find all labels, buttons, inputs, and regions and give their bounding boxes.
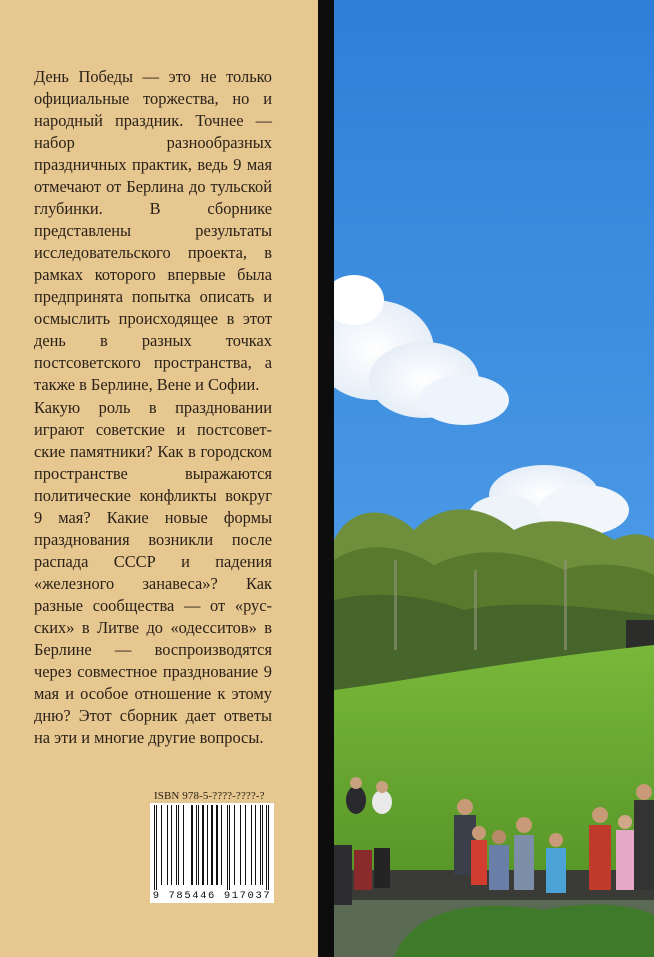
isbn-label: ISBN 978-5-????-????-?: [154, 790, 265, 802]
barcode-bars: [150, 803, 274, 891]
blurb-text: [34, 66, 272, 749]
barcode-bar: [262, 805, 263, 885]
barcode-bar: [245, 805, 246, 885]
back-cover-panel: [0, 0, 318, 957]
barcode-bar: [251, 805, 252, 885]
photo-illustration: [334, 0, 654, 957]
barcode-bar: [161, 805, 162, 885]
barcode-bar: [234, 805, 235, 885]
barcode-bar: [229, 805, 230, 891]
barcode-bar: [266, 805, 267, 891]
barcode: [150, 803, 274, 903]
cover-photo: [334, 0, 654, 957]
barcode-bar: [202, 805, 204, 885]
barcode-bar: [227, 805, 228, 891]
barcode-bar: [255, 805, 256, 885]
barcode-bar: [198, 805, 199, 885]
barcode-bar: [191, 805, 193, 885]
barcode-bar: [183, 805, 184, 885]
barcode-bar: [171, 805, 172, 885]
barcode-bar: [260, 805, 261, 885]
barcode-bar: [240, 805, 241, 885]
blurb-paragraph-1: День Победы — это не только официальные торжества, но и народный праздник. Точнее — набор разнообразных праздничных практик, ведь 9 мая отмечают от Берлина до тульской глубинки. В сборнике представлены результаты исследовательского проекта, в рамках которого впервые была предпринята попытка описать и осмыслить происходящее в этот день в разных точках постсоветского пространства, а также в Берлине, Вене и Софии.: [34, 67, 272, 394]
barcode-bar: [207, 805, 208, 885]
barcode-bar: [176, 805, 177, 885]
barcode-bar: [211, 805, 213, 885]
barcode-bar: [178, 805, 179, 885]
barcode-bar: [268, 805, 269, 891]
barcode-digits: 9 785446 917037: [150, 890, 274, 903]
barcode-bar: [154, 805, 155, 891]
barcode-bar: [221, 805, 222, 885]
barcode-bar: [167, 805, 168, 885]
blurb-paragraph-2: Какую роль в праздновании играют советские и постсоветские памятники? Как в городском пространстве выражаются политические конфликты вокруг 9 мая? Какие новые формы празднования возникли после распада СССР и падения «железного занавеса»? Как разные сообщества — от «русских» в Литве до «одесситов» в Берлине — воспроизводятся через совместное празднование 9 мая и особое отношение к этому дню? Этот сборник дает ответы на эти и многие другие вопросы.: [34, 398, 272, 747]
barcode-bar: [216, 805, 218, 885]
spine: [318, 0, 334, 957]
barcode-bar: [156, 805, 157, 891]
barcode-bar: [196, 805, 197, 885]
